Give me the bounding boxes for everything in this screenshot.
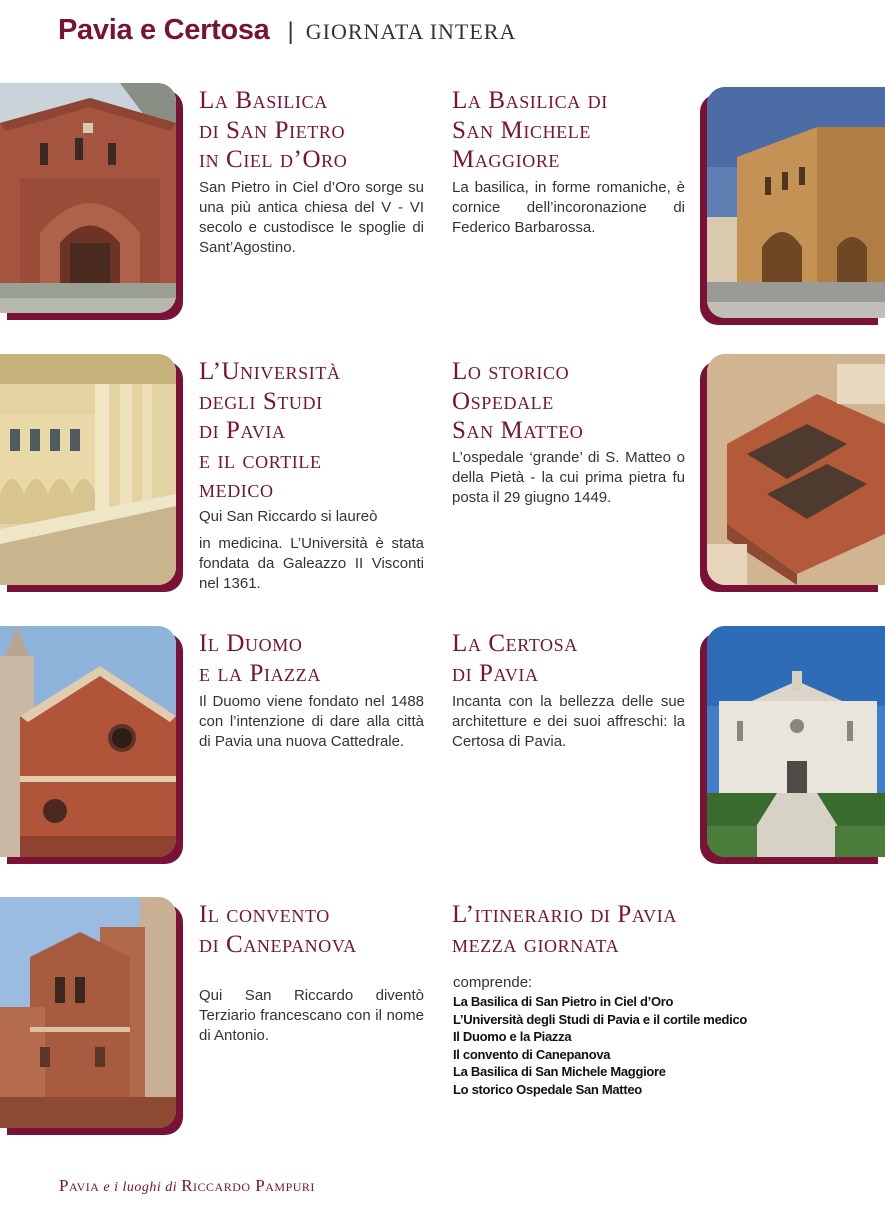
itinerary-list (453, 993, 747, 1099)
itinerary-intro: comprende: (453, 974, 533, 991)
list-item: Il convento di Canepanova (453, 1046, 611, 1062)
photo-san-matteo (707, 354, 885, 585)
title-line: degli Studi (199, 387, 323, 415)
title-line: La Basilica (199, 87, 328, 114)
title-line: L’Università (199, 358, 341, 385)
title-universita (199, 357, 341, 505)
text-certosa: Incanta con la bellezza delle sue architetture e dei suoi affreschi: la Certosa di Pavia. (452, 693, 685, 750)
title-line: di San Pietro (199, 116, 346, 144)
title-line: e il cortile (199, 446, 322, 474)
title-line: di Canepanova (199, 930, 357, 958)
list-item: La Basilica di San Pietro in Ciel d’Oro (453, 994, 674, 1009)
title-line: mezza giornata (452, 930, 620, 958)
text-san-michele: La basilica, in forme romaniche, è cornice dell’incoronazione di Federico Barbarossa. (452, 179, 685, 236)
title-line: Ospedale (452, 387, 554, 415)
text-universita-line1: Qui San Riccardo si laureò (199, 508, 378, 525)
page-subtitle: GIORNATA INTERA (305, 19, 517, 44)
title-canepanova (199, 900, 357, 959)
title-line: San Matteo (452, 417, 584, 444)
footer-part1: Pavia (59, 1176, 100, 1195)
title-line: La Certosa (452, 630, 578, 657)
title-line: San Michele (452, 116, 591, 144)
text-canepanova: Qui San Riccardo diventò Terziario francescano con il nome di Antonio. (199, 987, 424, 1044)
title-line: in Ciel d’Oro (199, 146, 348, 173)
title-line: Maggiore (452, 146, 561, 173)
text-universita-line2: in medicina. L’Università è stata fondata da Galeazzo II Visconti nel 1361. (199, 535, 424, 592)
text-san-matteo: L’ospedale ‘grande’ di S. Matteo o della Pietà - la cui prima pietra fu posta il 29 giugno 1449. (452, 449, 685, 506)
photo-duomo (0, 626, 176, 857)
list-item: Lo storico Ospedale San Matteo (453, 1081, 642, 1097)
footer-script: e i luoghi di (103, 1180, 178, 1195)
page-header (58, 14, 516, 54)
photo-san-michele (707, 87, 885, 318)
text-san-pietro: San Pietro in Ciel d’Oro sorge su una più antica chiesa del V - VI secolo e custodisce le spoglie di Sant’Agostino. (199, 179, 424, 256)
title-line: L’itinerario di Pavia (452, 901, 677, 928)
title-san-matteo (452, 357, 583, 446)
title-line: Lo storico (452, 358, 570, 385)
photo-san-pietro (0, 83, 176, 313)
title-itinerario (452, 900, 677, 959)
title-san-michele (452, 86, 608, 175)
title-line: medico (199, 476, 274, 503)
header-separator: | (287, 18, 294, 45)
title-line: Il Duomo (199, 630, 303, 657)
title-line: di Pavia (199, 417, 286, 444)
title-san-pietro (199, 86, 347, 175)
title-certosa (452, 629, 578, 688)
page-footer (59, 1176, 315, 1196)
list-item: Il Duomo e la Piazza (453, 1029, 572, 1045)
photo-canepanova (0, 897, 176, 1128)
footer-part2: Riccardo Pampuri (181, 1176, 315, 1195)
list-item: La Basilica di San Michele Maggiore (453, 1064, 666, 1080)
title-line: di Pavia (452, 659, 539, 687)
photo-universita (0, 354, 176, 585)
list-item: L’Università degli Studi di Pavia e il cortile medico (453, 1011, 748, 1027)
title-line: Il convento (199, 901, 330, 928)
title-line: La Basilica di (452, 87, 608, 114)
title-line: e la Piazza (199, 659, 321, 687)
title-duomo (199, 629, 321, 688)
page-title: Pavia e Certosa (58, 14, 270, 46)
text-duomo: Il Duomo viene fondato nel 1488 con l’intenzione di dare alla città di Pavia una nuova Cattedrale. (199, 693, 424, 750)
photo-certosa (707, 626, 885, 857)
